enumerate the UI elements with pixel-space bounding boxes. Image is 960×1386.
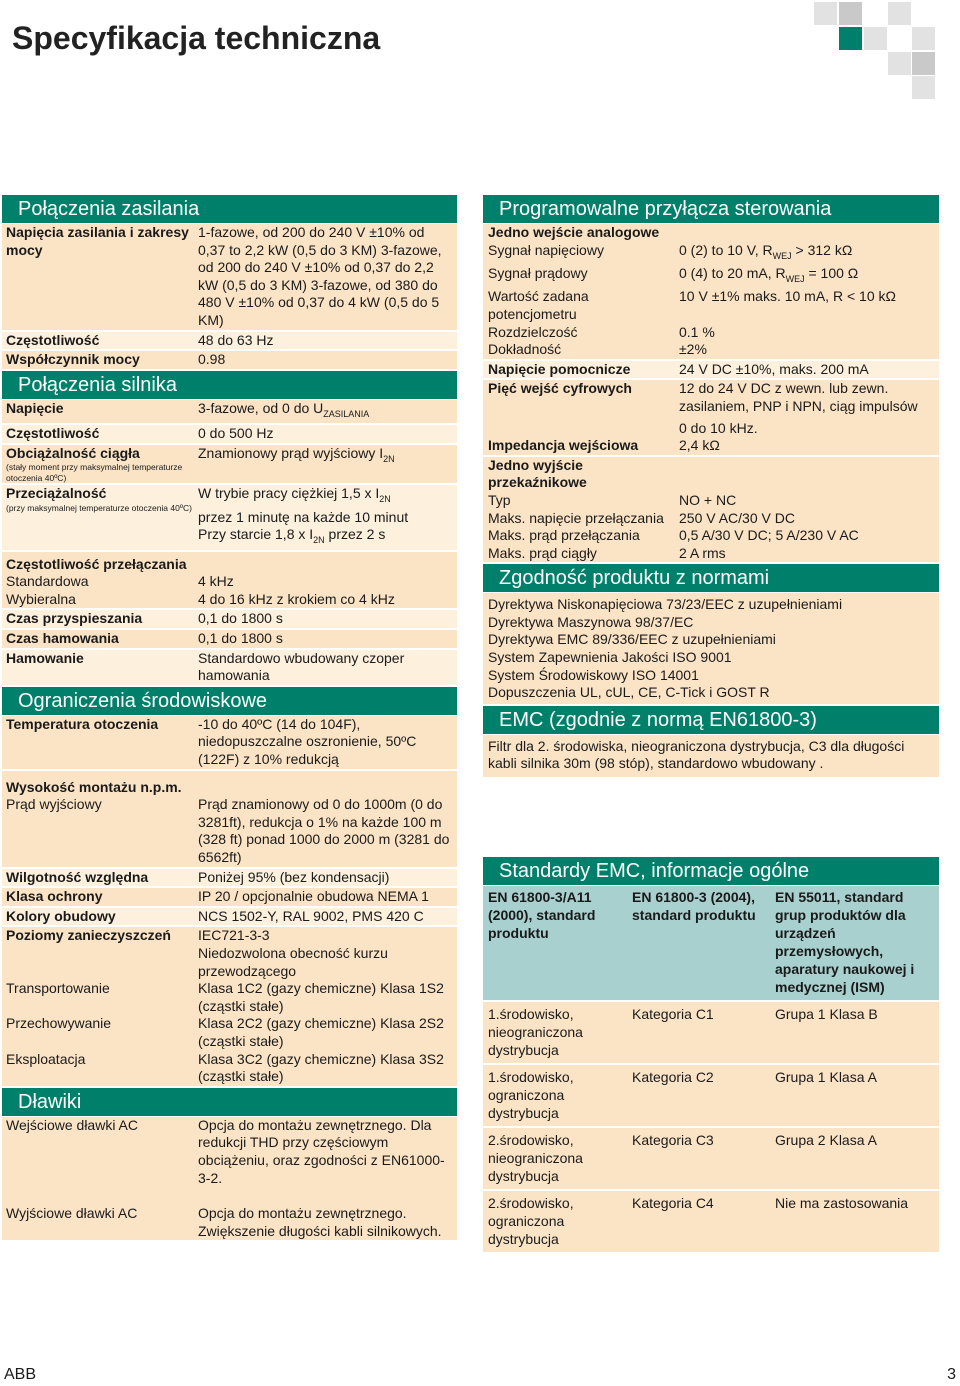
spec-label: Napięcia zasilania i zakresy mocy: [6, 224, 189, 258]
left-column: [2, 195, 457, 1242]
spec-row: [2, 1051, 457, 1088]
spec-label: Sygnał napięciowy: [488, 241, 604, 258]
spec-value: Poniżej 95% (bez kondensacji): [198, 868, 390, 885]
spec-label: Poziomy zanieczyszczeń: [6, 927, 171, 944]
spec-value: 0 (2) to 10 V, $R_{WEJ} > 312$ kΩ: [679, 241, 853, 261]
spec-value: Znamionowy prąd wyjściowy $I_{2N}$: [198, 444, 395, 464]
page-title: Specyfikacja techniczna: [12, 20, 381, 56]
spec-label: Współczynnik mocy: [6, 351, 140, 368]
table-row: [483, 1002, 939, 1065]
spec-label: Czas hamowania: [6, 630, 119, 647]
spec-value: 4 kHz: [198, 573, 234, 590]
table-cell: 2.środowisko, nieograniczona dystrybucja: [488, 1132, 583, 1185]
spec-row: [483, 380, 939, 439]
spec-label: Wejściowe dławki AC: [6, 1116, 139, 1133]
spec-value: NO + NC: [679, 491, 737, 508]
spec-row: [483, 437, 939, 457]
spec-row: [2, 351, 457, 371]
spec-value: 24 V DC ±10%, maks. 200 mA: [679, 360, 869, 377]
table-row: [483, 1065, 939, 1128]
spec-row: [2, 630, 457, 650]
spec-value: 0.1 %: [679, 323, 715, 340]
table-cell: Kategoria C1: [632, 1006, 714, 1023]
table-cell: Kategoria C4: [632, 1195, 714, 1212]
decor-square: [888, 52, 911, 75]
decor-square: [888, 2, 911, 25]
spec-label: Klasa ochrony: [6, 888, 103, 905]
compliance-list: [483, 593, 939, 706]
spec-label: Wybieralna: [6, 590, 76, 607]
list-item: Dyrektywa Maszynowa 98/37/EC: [488, 613, 694, 630]
spec-row: [483, 341, 939, 361]
table-cell: Kategoria C2: [632, 1069, 714, 1086]
decor-square: [912, 76, 935, 99]
spec-label: Wyjściowe dławki AC: [6, 1205, 138, 1222]
spec-row: [483, 361, 939, 381]
spec-label: Transportowanie: [6, 980, 110, 997]
spec-row: [2, 485, 457, 551]
table-row: [483, 1128, 939, 1191]
spec-value: IP 20 / opcjonalnie obudowa NEMA 1: [198, 888, 429, 905]
spec-row: [2, 650, 457, 687]
spec-value: IEC721-3-3 Niedozwolona obecność kurzu przewodzącego: [198, 927, 388, 979]
spec-row: [483, 265, 939, 290]
spec-label: Przechowywanie: [6, 1015, 112, 1032]
spec-value: Klasa 3C2 (gazy chemiczne) Klasa 3S2 (cząstki stałe): [198, 1050, 444, 1085]
compliance-header: Zgodność produktu z normami: [483, 564, 939, 593]
spec-label: Temperatura otoczenia: [6, 715, 159, 732]
spec-label: Jedno wyjście przekaźnikowe: [488, 456, 587, 491]
decor-square: [864, 27, 887, 50]
decor-square: [912, 27, 935, 50]
spec-label: Napięcie pomocnicze: [488, 360, 631, 377]
power-connections-header: Połączenia zasilania: [2, 195, 457, 224]
spec-label: Impedancja wejściowa: [488, 437, 639, 454]
spec-label: Wysokość montażu n.p.m.: [6, 778, 182, 795]
spec-label: Jedno wejście analogowe: [488, 224, 660, 240]
spec-value: 4 do 16 kHz z krokiem co 4 kHz: [198, 590, 395, 607]
spec-value: 10 V ±1% maks. 10 mA, R < 10 kΩ: [679, 288, 896, 305]
spec-value: W trybie pracy ciężkiej 1,5 x $I_{2N}$ przez 1 minutę na każde 10 minut Przy starcie 1,8 x $I_{2N}$ przez 2 s: [198, 485, 409, 546]
standards-table-header: [483, 886, 939, 1002]
spec-row: [2, 869, 457, 889]
emc-header: EMC (zgodnie z normą EN61800-3): [483, 706, 939, 735]
spec-label: Hamowanie: [6, 649, 84, 666]
spec-label: Wartość zadana potencjometru: [488, 288, 589, 322]
spec-row: [2, 445, 457, 486]
decor-square: [839, 2, 862, 25]
spec-label: Częstotliwość: [6, 331, 100, 348]
spec-row: [2, 1015, 457, 1052]
spec-row: [2, 771, 457, 799]
spec-value: 2,4 kΩ: [679, 437, 720, 454]
spec-value: -10 do 40ºC (14 do 104F), niedopuszczalne oszronienie, 50ºC (122F) z 10% redukcją: [198, 715, 417, 768]
spec-value: 0,1 do 1800 s: [198, 630, 283, 647]
spec-value: 48 do 63 Hz: [198, 331, 274, 348]
table-cell: Nie ma zastosowania: [775, 1195, 909, 1212]
spec-row: [2, 591, 457, 611]
table-cell: Grupa 2 Klasa A: [775, 1132, 877, 1149]
decor-square: [839, 27, 862, 50]
list-item: Dyrektywa Niskonapięciowa 73/23/EEC z uzupełnieniami: [488, 596, 843, 613]
spec-value: 250 V AC/30 V DC: [679, 509, 795, 526]
spec-value: 12 do 24 V DC z wewn. lub zewn. zasilaniem, PNP i NPN, ciąg impulsów 0 do 10 kHz.: [679, 380, 918, 436]
spec-label: Standardowa: [6, 573, 89, 590]
spec-label: Pięć wejść cyfrowych: [488, 380, 632, 397]
spec-label: Napięcie: [6, 399, 64, 416]
spec-row: [2, 927, 457, 982]
list-item: Dyrektywa EMC 89/336/EEC z uzupełnieniami: [488, 631, 776, 648]
spec-label: Sygnał prądowy: [488, 264, 588, 281]
table-row: [483, 1191, 939, 1254]
spec-label: Przeciążalność (przy maksymalnej temperaturze otoczenia 40ºC): [6, 485, 192, 513]
spec-row: [483, 288, 939, 325]
spec-row: [2, 1205, 457, 1242]
spec-label: Czas przyspieszania: [6, 610, 143, 627]
spec-row: [2, 224, 457, 332]
emc-text: Filtr dla 2. środowiska, nieograniczona dystrybucja, C3 dla długości kabli silnika 30m (98 stóp), standardowo wbudowany .: [483, 735, 939, 779]
spec-value: Klasa 1C2 (gazy chemiczne) Klasa 1S2 (cząstki stałe): [198, 980, 444, 1014]
motor-connections-header: Połączenia silnika: [2, 371, 457, 400]
spec-row: [2, 908, 457, 928]
spec-row: [2, 980, 457, 1017]
spec-row: [2, 425, 457, 445]
spec-label: Dokładność: [488, 341, 562, 358]
spec-row: [2, 888, 457, 908]
spec-value: Standardowo wbudowany czoper hamowania: [198, 649, 405, 684]
list-item: Dopuszczenia UL, cUL, CE, C-Tick i GOST R: [488, 684, 770, 701]
table-cell: Kategoria C3: [632, 1132, 714, 1149]
table-cell: Grupa 1 Klasa A: [775, 1069, 877, 1086]
spec-row: [2, 1117, 457, 1207]
spec-value: Opcja do montażu zewnętrznego. Zwiększenie długości kabli silnikowych.: [198, 1205, 442, 1239]
spec-row: [483, 242, 939, 267]
spec-label: Maks. prąd przełączania: [488, 527, 640, 544]
brand-logo-text: ABB: [4, 1366, 37, 1383]
spec-value: 0,5 A/30 V DC; 5 A/230 V AC: [679, 527, 859, 544]
column-header: EN 61800-3 (2004), standard produktu: [632, 889, 756, 924]
spec-value: ±2%: [679, 341, 707, 358]
spec-label: Obciążalność ciągła (stały moment przy maksymalnej temperaturze otoczenia 40ºC): [6, 444, 183, 483]
spec-row: [483, 457, 939, 494]
column-header: EN 55011, standard grup produktów dla urządzeń przemysłowych, aparatury naukowej i medycznej (ISM): [775, 889, 915, 996]
spec-label: Częstotliwość przełączania: [6, 555, 187, 572]
spec-value: NCS 1502-Y, RAL 9002, PMS 420 C: [198, 907, 424, 924]
spec-value: Prąd znamionowy od 0 do 1000m (0 do 3281ft), redukcja o 1% na każde 100 m (328 ft) ponad 1000 do 2000 m (3281 do 6562ft): [198, 796, 450, 866]
spec-value: 0 do 500 Hz: [198, 425, 274, 442]
spec-label: Typ: [488, 491, 511, 508]
decor-square: [912, 52, 935, 75]
spec-label: Maks. napięcie przełączania: [488, 509, 664, 526]
spec-value: 3-fazowe, od 0 do $U_{ZASILANIA}$: [198, 399, 370, 419]
table-cell: 1.środowisko, nieograniczona dystrybucja: [488, 1006, 583, 1059]
spec-row: [483, 545, 939, 565]
environment-header: Ograniczenia środowiskowe: [2, 687, 457, 716]
table-cell: Grupa 1 Klasa B: [775, 1006, 878, 1023]
spec-label: Wilgotność względna: [6, 868, 149, 885]
spec-label: Kolory obudowy: [6, 907, 116, 924]
spec-value: 1-fazowe, od 200 do 240 V ±10% od 0,37 to 2,2 kW (0,5 do 3 KM) 3-fazowe, od 200 do 240 V ±10% od 0,37 do 2,2 kW (0,5 do 3 KM) 3-fazowe, od 380 do 480 V ±10% od 0,37 do 4 kW (0,5 do 5 KM): [198, 224, 442, 328]
spec-value: Opcja do montażu zewnętrznego. Dla redukcji THD przy częściowym obciążeniu, oraz zgodności z EN61000-3-2.: [198, 1116, 445, 1186]
spec-label: Częstotliwość: [6, 425, 100, 442]
spec-row: [2, 716, 457, 771]
list-item: System Środowiskowy ISO 14001: [488, 666, 699, 683]
spec-label: Eksploatacja: [6, 1050, 86, 1067]
table-cell: 1.środowisko, ograniczona dystrybucja: [488, 1069, 574, 1122]
table-cell: 2.środowisko, ograniczona dystrybucja: [488, 1195, 574, 1248]
spec-label: Prąd wyjściowy: [6, 796, 102, 813]
spec-value: 2 A rms: [679, 544, 726, 561]
chokes-header: Dławiki: [2, 1088, 457, 1117]
decor-square: [814, 2, 837, 25]
spec-value: 0,1 do 1800 s: [198, 610, 283, 627]
spec-row: [2, 332, 457, 352]
right-column: [483, 195, 939, 1254]
spec-row: [2, 796, 457, 868]
gap: [483, 779, 939, 857]
column-header: EN 61800-3/A11 (2000), standard produktu: [488, 889, 596, 942]
spec-row: [2, 400, 457, 425]
spec-label: Rozdzielczość: [488, 323, 578, 340]
spec-row: [2, 610, 457, 630]
spec-label: Maks. prąd ciągły: [488, 544, 597, 561]
control-connections-header: Programowalne przyłącza sterowania: [483, 195, 939, 224]
spec-value: 0 (4) to 20 mA, $R_{WEJ} = 100$ Ω: [679, 264, 859, 284]
spec-row: [2, 552, 457, 576]
list-item: System Zapewnienia Jakości ISO 9001: [488, 649, 732, 666]
spec-value: 0.98: [198, 351, 226, 368]
page-number: 3: [947, 1366, 956, 1383]
spec-value: Klasa 2C2 (gazy chemiczne) Klasa 2S2 (cząstki stałe): [198, 1015, 444, 1049]
emc-standards-header: Standardy EMC, informacje ogólne: [483, 857, 939, 886]
